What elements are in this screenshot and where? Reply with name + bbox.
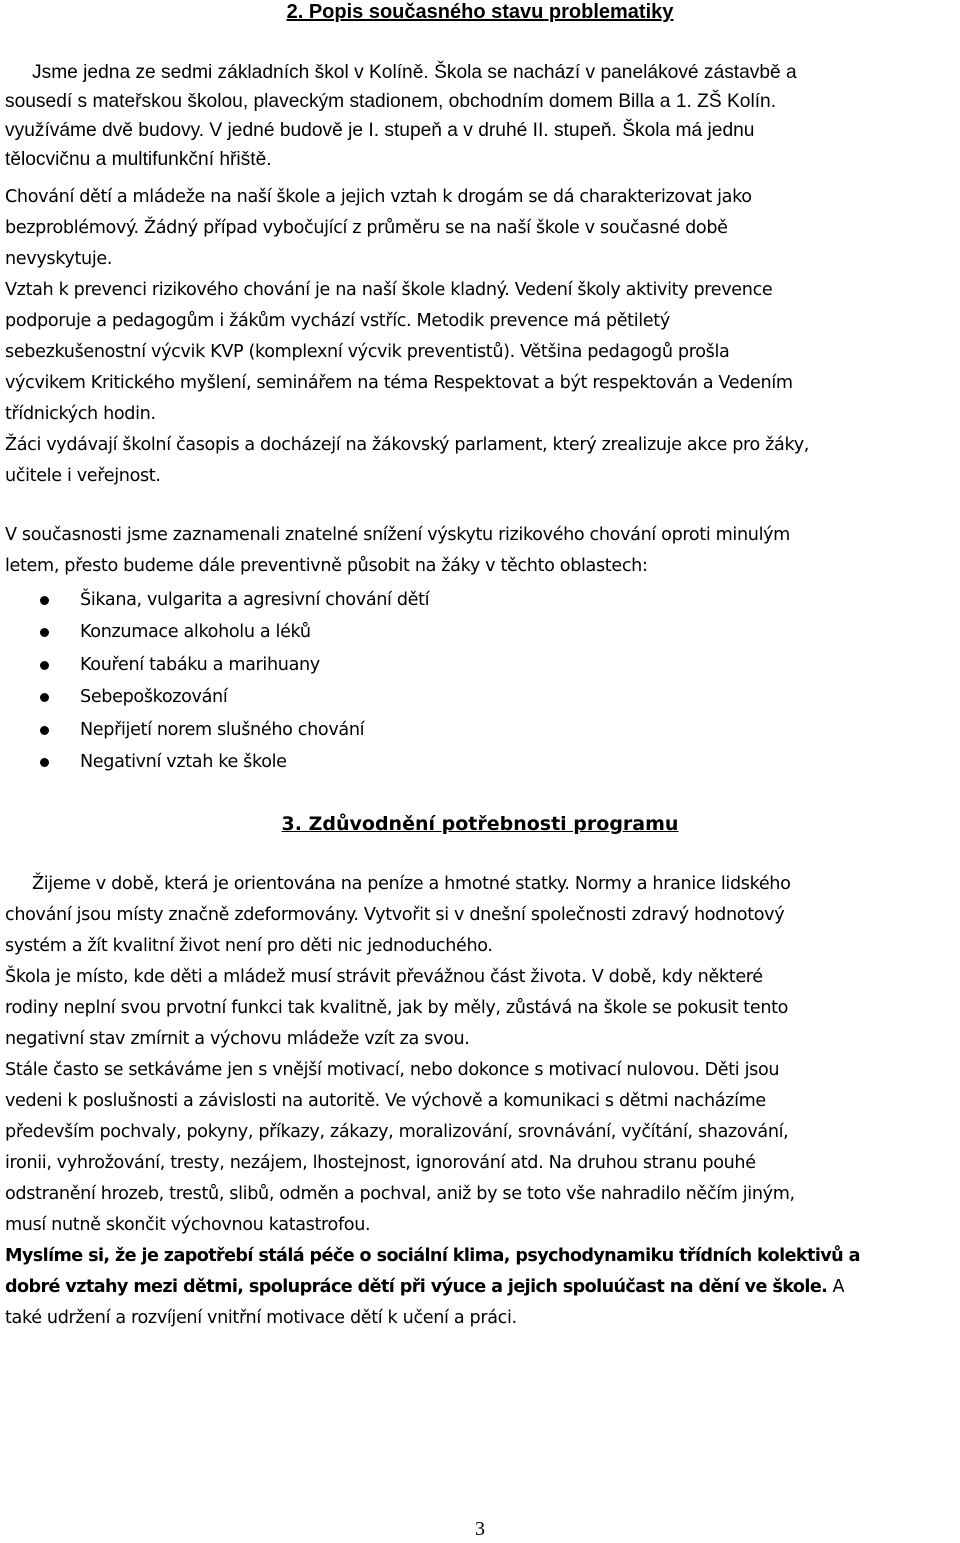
text-line: sebezkušenostní výcvik KVP (komplexní výcvik preventistů). Většina pedagogů prošla bbox=[5, 342, 730, 362]
text-line: ironii, vyhrožování, tresty, nezájem, lhostejnost, ignorování atd. Na druhou stranu pouhé bbox=[5, 1153, 756, 1173]
text-line: chování jsou místy značně zdeformovány. Vytvořit si v dnešní společnosti zdravý hodnotový bbox=[5, 905, 785, 925]
bullet-icon bbox=[40, 758, 49, 767]
text-line: učitele i veřejnost. bbox=[5, 466, 161, 486]
text-line: bezproblémový. Žádný případ vybočující z průměru se na naší škole v současné době bbox=[5, 218, 728, 238]
list-item-text: Nepřijetí norem slušného chování bbox=[80, 719, 365, 740]
text-line: třídnických hodin. bbox=[5, 404, 156, 424]
list-item-text: Negativní vztah ke škole bbox=[80, 752, 287, 773]
list-item-text: Konzumace alkoholu a léků bbox=[80, 622, 311, 643]
text-line: V současnosti jsme zaznamenali znatelné snížení výskytu rizikového chování oproti minulým bbox=[5, 525, 790, 545]
bullet-icon bbox=[40, 596, 49, 605]
text-line: výcvikem Kritického myšlení, seminářem na téma Respektovat a být respektován a Vedením bbox=[5, 373, 793, 393]
bullet-icon bbox=[40, 628, 49, 637]
risk-intro-paragraph bbox=[5, 520, 955, 582]
text-line: nevyskytuje. bbox=[5, 249, 113, 269]
text-line: negativní stav zmírnit a výchovu mládeže vzít za svou. bbox=[5, 1029, 470, 1049]
page-number: 3 bbox=[475, 1518, 485, 1540]
text-line: podporuje a pedagogům i žákům vychází vstříc. Metodik prevence má pětiletý bbox=[5, 311, 670, 331]
text-line: odstranění hrozeb, trestů, slibů, odměn a pochval, aniž by se toto vše nahradilo něčím jiným, bbox=[5, 1184, 795, 1204]
text-line: Vztah k prevenci rizikového chování je na naší škole kladný. Vedení školy aktivity prevence bbox=[5, 280, 773, 300]
risk-area-list bbox=[0, 584, 900, 778]
text-line bbox=[5, 1272, 955, 1303]
list-item-text: Šikana, vulgarita a agresivní chování dětí bbox=[80, 590, 430, 610]
bullet-icon bbox=[40, 693, 49, 702]
list-item bbox=[0, 616, 900, 648]
list-item bbox=[0, 681, 900, 713]
section-3-heading: 3. Zdůvodnění potřebnosti programu bbox=[281, 813, 679, 835]
text-line: musí nutně skončit výchovnou katastrofou. bbox=[5, 1215, 371, 1235]
text-line: Stále často se setkáváme jen s vnější motivací, nebo dokonce s motivací nulovou. Děti jsou bbox=[5, 1060, 780, 1080]
list-item bbox=[0, 746, 900, 778]
text-line: vedeni k poslušnosti a závislosti na autoritě. Ve výchově a komunikaci s dětmi nacházíme bbox=[5, 1091, 766, 1111]
justification-paragraph bbox=[5, 869, 955, 1334]
list-item bbox=[0, 584, 900, 616]
text-line: rodiny neplní svou prvotní funkci tak kvalitně, jak by měly, zůstává na škole se pokusit tento bbox=[5, 998, 789, 1018]
bullet-icon bbox=[40, 726, 49, 735]
text-line: tělocvičnu a multifunkční hřiště. bbox=[5, 149, 272, 170]
bold-text: dobré vztahy mezi dětmi, spolupráce dětí při výuce a jejich spoluúčast na dění ve škole. bbox=[5, 1277, 828, 1297]
list-item bbox=[0, 649, 900, 681]
text-line: Jsme jedna ze sedmi základních škol v Kolíně. Škola se nachází v panelákové zástavbě a bbox=[32, 62, 797, 83]
intro-paragraph bbox=[5, 58, 955, 174]
text-line: systém a žít kvalitní život není pro děti nic jednoduchého. bbox=[5, 936, 493, 956]
text-line: letem, přesto budeme dále preventivně působit na žáky v těchto oblastech: bbox=[5, 556, 648, 576]
list-item-text: Sebepoškozování bbox=[80, 687, 228, 708]
list-item bbox=[0, 714, 900, 746]
text-line: využíváme dvě budovy. V jedné budově je I. stupeň a v druhé II. stupeň. Škola má jednu bbox=[5, 120, 755, 141]
bullet-icon bbox=[40, 661, 49, 670]
text-line: sousedí s mateřskou školou, plaveckým stadionem, obchodním domem Billa a 1. ZŠ Kolín. bbox=[5, 91, 777, 112]
text-line: Žáci vydávají školní časopis a docházejí na žákovský parlament, který zrealizuje akce pro žáky, bbox=[5, 435, 809, 455]
text-line: především pochvaly, pokyny, příkazy, zákazy, moralizování, srovnávání, vyčítání, shazování, bbox=[5, 1122, 789, 1142]
text-line: Škola je místo, kde děti a mládež musí strávit převážnou část života. V době, kdy některé bbox=[5, 967, 763, 987]
text-line: Žijeme v době, která je orientována na peníze a hmotné statky. Normy a hranice lidského bbox=[32, 874, 791, 894]
list-item-text: Kouření tabáku a marihuany bbox=[80, 654, 320, 675]
bold-text-line: Myslíme si, že je zapotřebí stálá péče o sociální klima, psychodynamiku třídních kolektivů a bbox=[5, 1246, 860, 1266]
text-line: Chování dětí a mládeže na naší škole a jejich vztah k drogám se dá charakterizovat jako bbox=[5, 187, 752, 207]
prevention-paragraph bbox=[5, 182, 955, 492]
section-2-heading: 2. Popis současného stavu problematiky bbox=[286, 1, 674, 23]
text-tail: A bbox=[827, 1277, 845, 1297]
text-line: také udržení a rozvíjení vnitřní motivace dětí k učení a práci. bbox=[5, 1308, 517, 1328]
